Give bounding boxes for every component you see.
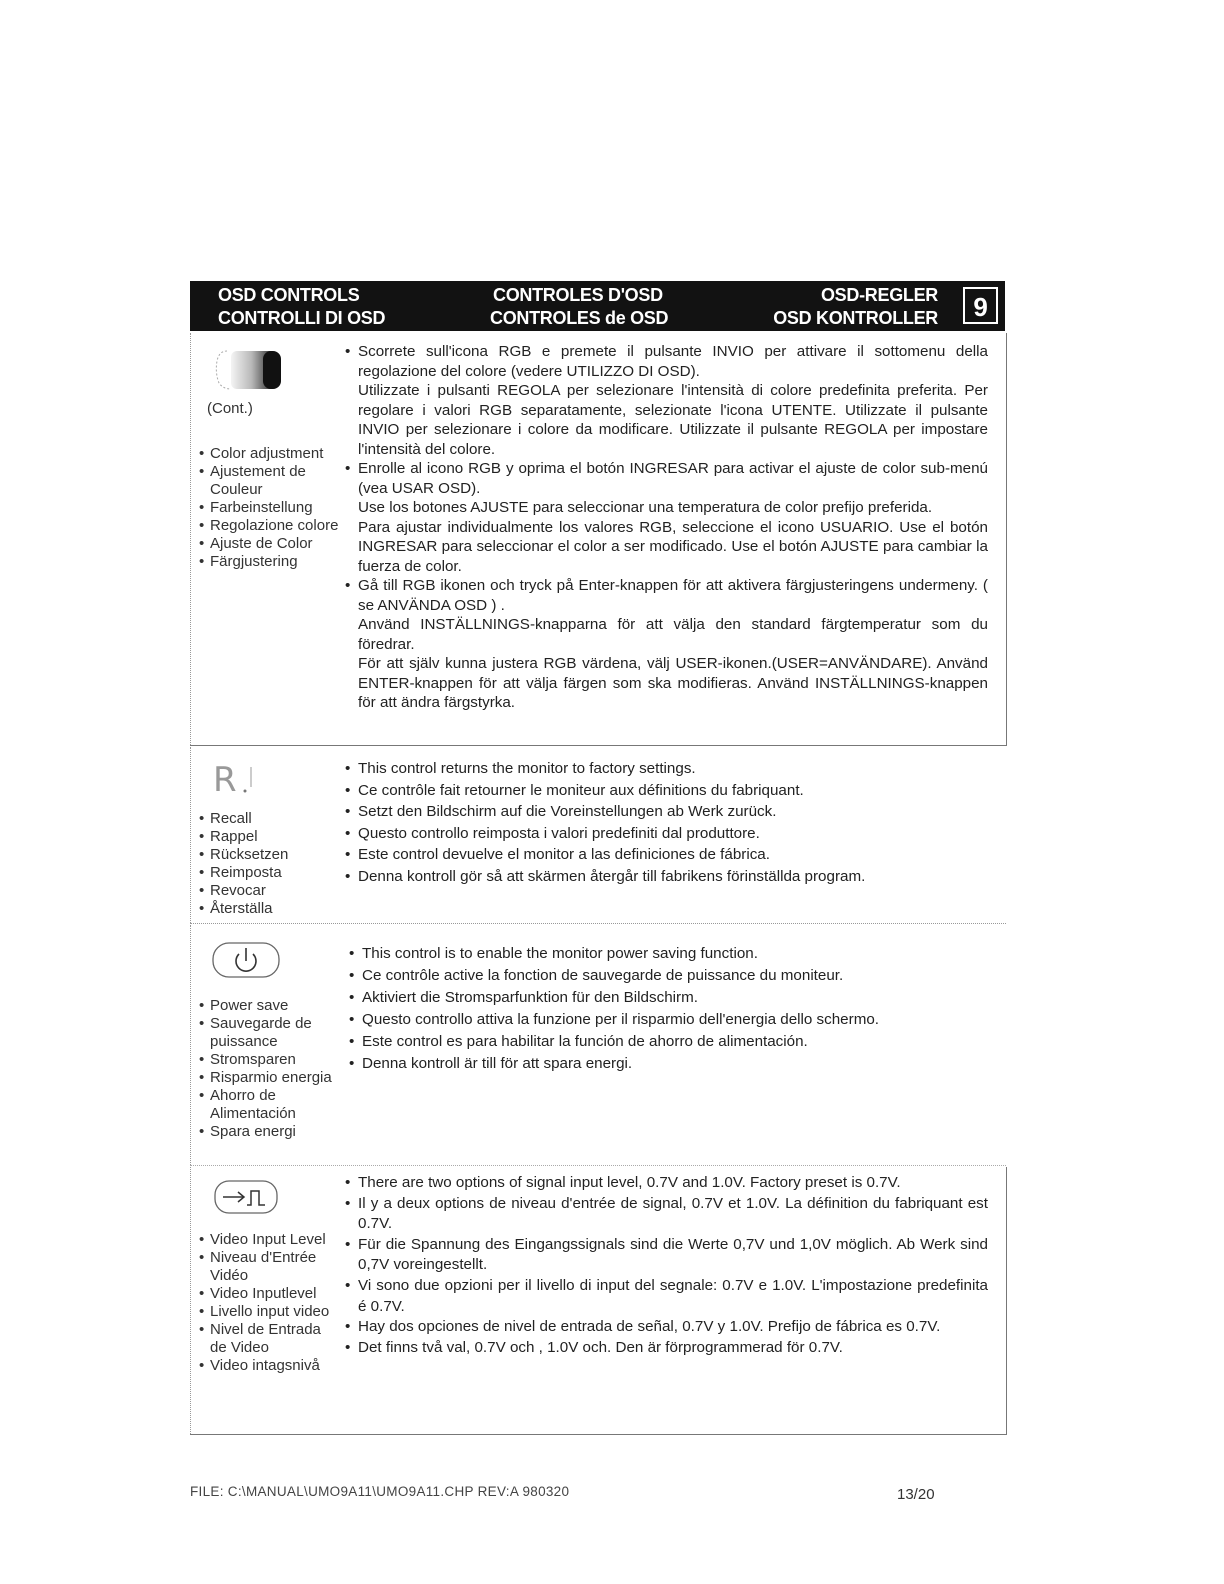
- label-item: • Återställa: [195, 900, 288, 918]
- footer-page-number: 13/20: [897, 1486, 935, 1503]
- description-item: • Denna kontroll gör så att skärmen återgår till fabrikens förinställda program.: [342, 866, 988, 888]
- description-item: • Questo controllo attiva la funzione per il risparmio dell'energia dello schermo.: [346, 1009, 988, 1031]
- video-description: [342, 1173, 988, 1434]
- section-number-badge: 9: [963, 287, 998, 324]
- description-list: [342, 1173, 988, 1358]
- header-title-sv: OSD KONTROLLER: [773, 308, 938, 328]
- power-description: [346, 943, 988, 1165]
- power-label-column: [190, 925, 341, 1165]
- description-item: • Questo controllo reimposta i valori predefiniti dal produttore.: [342, 823, 988, 845]
- label-item: • Video Inputlevel: [195, 1285, 341, 1303]
- description-item: • Ce contrôle active la fonction de sauvegarde de puissance du moniteur.: [346, 965, 988, 987]
- paragraph: • Scorrete sull'icona RGB e premete il pulsante INVIO per attivare il sottomenu della regolazione del colore (vedere UTILIZZO DI OSD).: [358, 343, 988, 380]
- description-item: • This control returns the monitor to factory settings.: [342, 758, 988, 780]
- header-title-fr: CONTROLES D'OSD: [493, 285, 663, 305]
- label-item: • Ahorro de Alimentación: [195, 1087, 341, 1123]
- recall-description: [342, 758, 988, 923]
- color-description: [342, 342, 988, 745]
- paragraph: För att själv kunna justera RGB värdena, välj USER-ikonen.(USER=ANVÄNDARE). Använd ENTER-knappen för att välja färgen som ska modifieras. Använd INSTÄLLNINGS-knappen för att ändra färgstyrka.: [358, 655, 988, 711]
- label-item: • Risparmio energia: [195, 1069, 341, 1087]
- paragraph: • Gå till RGB ikonen och tryck på Enter-knappen för att aktivera färgjusteringens undermeny. ( se ANVÄNDA OSD ) .: [358, 577, 988, 614]
- paragraph: Para ajustar individualmente los valores RGB, seleccione el icono USUARIO. Use el botón INGRESAR para seleccionar el color a ser modificado. Use el botón AJUSTE para cambiar la fuerza de color.: [358, 518, 988, 575]
- description-list: [346, 943, 988, 1075]
- description-item: • Für die Spannung des Eingangssignals sind die Werte 0,7V und 1,0V möglich. Ab Werk sind 0,7V voreingestellt.: [342, 1235, 988, 1276]
- description-item: • Il y a deux options de niveau d'entrée de signal, 0.7V et 1.0V. La définition du fabriquant est 0.7V.: [342, 1194, 988, 1235]
- label-item: • Farbeinstellung: [195, 499, 341, 517]
- description-item-es: [342, 459, 988, 576]
- paragraph: Utilizzate i pulsanti REGOLA per selezionare l'intensità di colore predefinita preferita. Per regolare i valori RGB separatamente, selezionate l'icona UTENTE. Utilizzate il pulsante INVIO per selezionare i colore da modificare. Utilizzate il pulsante REGOLA per impostare l'intensità del colore.: [358, 382, 988, 458]
- continued-label: (Cont.): [207, 400, 253, 417]
- label-item: • Nivel de Entrada de Video: [195, 1321, 341, 1357]
- paragraph: • Enrolle al icono RGB y oprima el botón INGRESAR para activar el ajuste de color sub-menú (vea USAR OSD).: [358, 460, 988, 497]
- description-item: • Denna kontroll är till för att spara energi.: [346, 1053, 988, 1075]
- label-item: • Rücksetzen: [195, 846, 288, 864]
- description-item: • Det finns två val, 0.7V och , 1.0V och. Den är förprogrammerad för 0.7V.: [342, 1338, 988, 1359]
- video-label-column: [190, 1167, 341, 1434]
- recall-label-list: [195, 810, 288, 918]
- label-item: • Stromsparen: [195, 1051, 341, 1069]
- label-item: • Sauvegarde de puissance: [195, 1015, 341, 1051]
- description-item: • Hay dos opciones de nivel de entrada de señal, 0.7V y 1.0V. Prefijo de fábrica es 0.7V.: [342, 1317, 988, 1338]
- label-item: • Video intagsnivå: [195, 1357, 341, 1375]
- description-item: • This control is to enable the monitor power saving function.: [346, 943, 988, 965]
- power-label-list: [195, 997, 341, 1141]
- rgb-color-icon: [205, 345, 285, 400]
- power-save-section: [190, 925, 1006, 1166]
- header-title-it: CONTROLLI DI OSD: [218, 308, 386, 328]
- label-item: • Ajuste de Color: [195, 535, 341, 553]
- label-item: • Video Input Level: [195, 1231, 341, 1249]
- label-item: • Revocar: [195, 882, 288, 900]
- description-item-sv: [342, 576, 988, 713]
- description-item: • Aktiviert die Stromsparfunktion für den Bildschirm.: [346, 987, 988, 1009]
- description-item: • Este control devuelve el monitor a las definiciones de fábrica.: [342, 844, 988, 866]
- description-list: [342, 342, 988, 713]
- footer-file-path: FILE: C:\MANUAL\UMO9A11\UMO9A11.CHP REV:A 980320: [190, 1484, 570, 1499]
- color-adjustment-section: [190, 333, 1007, 746]
- description-item: • Este control es para habilitar la función de ahorro de alimentación.: [346, 1031, 988, 1053]
- label-item: • Rappel: [195, 828, 288, 846]
- video-input-icon: [205, 1175, 285, 1224]
- label-item: • Spara energi: [195, 1123, 341, 1141]
- description-item: • Setzt den Bildschirm auf die Voreinstellungen ab Werk zurück.: [342, 801, 988, 823]
- header-title-es: CONTROLES de OSD: [490, 308, 669, 328]
- label-item: • Reimposta: [195, 864, 288, 882]
- video-label-list: [195, 1231, 341, 1375]
- header-title-en: OSD CONTROLS: [218, 285, 360, 305]
- recall-icon: [205, 757, 269, 806]
- label-item: • Regolazione colore: [195, 517, 341, 535]
- recall-section: [190, 747, 1006, 924]
- section-header: [190, 281, 1005, 331]
- label-item: • Recall: [195, 810, 288, 828]
- label-item: • Ajustement de Couleur: [195, 463, 341, 499]
- color-label-column: [190, 333, 341, 745]
- video-input-section: [190, 1167, 1007, 1435]
- label-item: • Livello input video: [195, 1303, 341, 1321]
- paragraph: Använd INSTÄLLNINGS-knapparna för att välja den standard färgtemperatur som du föredrar.: [358, 616, 988, 653]
- power-icon: [205, 939, 285, 988]
- label-item: • Power save: [195, 997, 341, 1015]
- description-item: • Vi sono due opzioni per il livello di input del segnale: 0.7V e 1.0V. L'impostazione predefinita é 0.7V.: [342, 1276, 988, 1317]
- label-item: • Niveau d'Entrée Vidéo: [195, 1249, 341, 1285]
- label-item: • Color adjustment: [195, 445, 341, 463]
- label-item: • Färgjustering: [195, 553, 341, 571]
- paragraph: Use los botones AJUSTE para seleccionar una temperatura de color prefijo preferida.: [358, 499, 933, 516]
- recall-label-column: [190, 747, 341, 923]
- color-label-list: [195, 445, 341, 571]
- description-item: • Ce contrôle fait retourner le moniteur aux définitions du fabriquant.: [342, 780, 988, 802]
- header-title-de: OSD-REGLER: [820, 285, 938, 305]
- description-list: [342, 758, 988, 887]
- description-item: • There are two options of signal input level, 0.7V and 1.0V. Factory preset is 0.7V.: [342, 1173, 988, 1194]
- svg-text:R: R: [213, 760, 237, 800]
- description-item-it: [342, 342, 988, 459]
